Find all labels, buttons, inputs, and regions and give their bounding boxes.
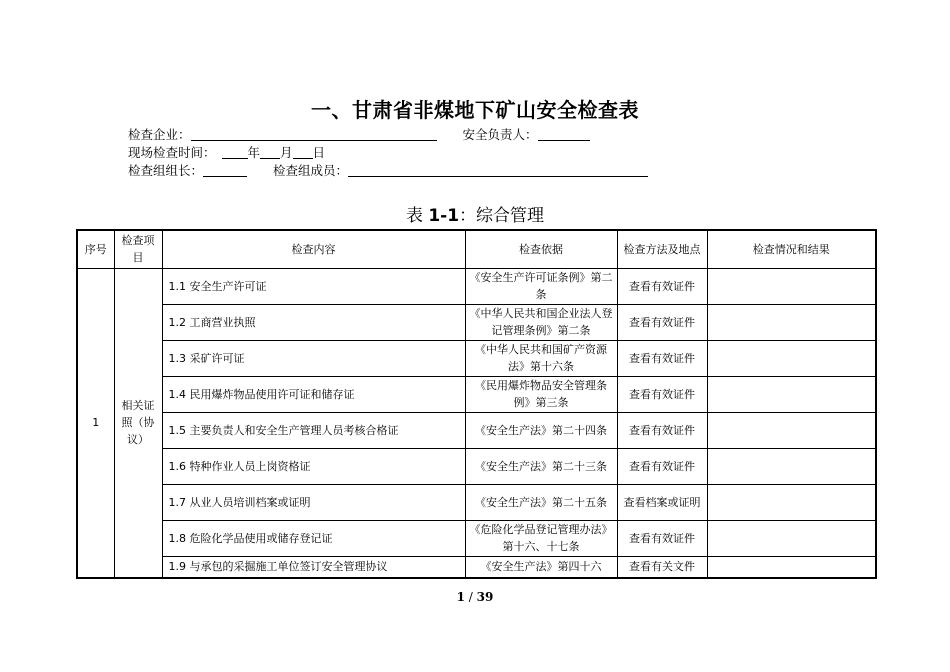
- row-basis: 《安全生产法》第四十六: [465, 556, 617, 578]
- row-result[interactable]: [707, 556, 876, 578]
- row-method: 查看有效证件: [617, 268, 707, 304]
- row-method: 查看有效证件: [617, 412, 707, 448]
- header-result: 检查情况和结果: [707, 230, 876, 268]
- table-row: [77, 340, 876, 376]
- table-row: [77, 304, 876, 340]
- row-method: 查看有关文件: [617, 556, 707, 578]
- row-basis: 《中华人民共和国矿产资源法》第十六条: [465, 340, 617, 376]
- page-separator: /: [464, 590, 477, 604]
- row-content: 1.8 危险化学品使用或储存登记证: [162, 520, 465, 556]
- group-item: 相关证照（协议）: [114, 268, 162, 578]
- row-basis: 《民用爆炸物品安全管理条例》第三条: [465, 376, 617, 412]
- row-content: 1.3 采矿许可证: [162, 340, 465, 376]
- table-row: [77, 268, 876, 304]
- group-no: 1: [77, 268, 114, 578]
- row-method: 查看档案或证明: [617, 484, 707, 520]
- row-content: 1.5 主要负责人和安全生产管理人员考核合格证: [162, 412, 465, 448]
- enterprise-blank[interactable]: [191, 127, 437, 141]
- row-basis: 《安全生产法》第二十三条: [465, 448, 617, 484]
- header-item: 检查项目: [114, 230, 162, 268]
- safety-head-label: 安全负责人：: [462, 127, 538, 142]
- inspection-table: [76, 229, 877, 579]
- header-method: 检查方法及地点: [617, 230, 707, 268]
- row-basis: 《安全生产法》第二十五条: [465, 484, 617, 520]
- info-line-1: [128, 125, 590, 143]
- table-row: [77, 520, 876, 556]
- row-result[interactable]: [707, 268, 876, 304]
- row-method: 查看有效证件: [617, 304, 707, 340]
- table-row: [77, 448, 876, 484]
- row-result[interactable]: [707, 304, 876, 340]
- leader-label: 检查组组长：: [128, 163, 204, 178]
- row-basis: 《安全生产许可证条例》第二条: [465, 268, 617, 304]
- row-result[interactable]: [707, 520, 876, 556]
- row-basis: 《危险化学品登记管理办法》第十六、十七条: [465, 520, 617, 556]
- enterprise-label: 检查企业：: [128, 127, 191, 142]
- members-blank[interactable]: [348, 163, 648, 177]
- row-result[interactable]: [707, 484, 876, 520]
- table-title-number: 1-1: [428, 206, 460, 226]
- year-label: 年: [247, 145, 261, 160]
- row-method: 查看有效证件: [617, 376, 707, 412]
- row-result[interactable]: [707, 376, 876, 412]
- page-total: 39: [476, 590, 494, 604]
- page-title: 一、甘肃省非煤地下矿山安全检查表: [311, 98, 639, 122]
- row-content: 1.1 安全生产许可证: [162, 268, 465, 304]
- members-label: 检查组成员：: [273, 163, 349, 178]
- header-content: 检查内容: [162, 230, 465, 268]
- row-content: 1.7 从业人员培训档案或证明: [162, 484, 465, 520]
- time-label: 现场检查时间：: [128, 145, 216, 160]
- row-content: 1.6 特种作业人员上岗资格证: [162, 448, 465, 484]
- month-blank[interactable]: [260, 145, 280, 159]
- row-method: 查看有效证件: [617, 340, 707, 376]
- info-line-3: [128, 161, 648, 179]
- row-content: 1.2 工商营业执照: [162, 304, 465, 340]
- table-title-prefix: 表: [405, 206, 429, 226]
- info-line-2: [128, 143, 325, 161]
- row-result[interactable]: [707, 340, 876, 376]
- header-no: 序号: [77, 230, 114, 268]
- row-result[interactable]: [707, 448, 876, 484]
- table-row: [77, 376, 876, 412]
- row-content: 1.4 民用爆炸物品使用许可证和储存证: [162, 376, 465, 412]
- leader-blank[interactable]: [203, 163, 247, 177]
- row-result[interactable]: [707, 412, 876, 448]
- table-header-row: [77, 230, 876, 268]
- row-method: 查看有效证件: [617, 448, 707, 484]
- page-number: 1: [456, 590, 465, 604]
- row-basis: 《安全生产法》第二十四条: [465, 412, 617, 448]
- day-label: 日: [312, 145, 326, 160]
- year-blank[interactable]: [222, 145, 248, 159]
- table-row: [77, 484, 876, 520]
- table-row: [77, 556, 876, 578]
- row-content: 1.9 与承包的采掘施工单位签订安全管理协议: [162, 556, 465, 578]
- header-basis: 检查依据: [465, 230, 617, 268]
- page-footer: [0, 590, 950, 604]
- safety-head-blank[interactable]: [538, 127, 590, 141]
- row-method: 查看有效证件: [617, 520, 707, 556]
- table-title-suffix: ：综合管理: [459, 206, 545, 226]
- table-row: [77, 412, 876, 448]
- table-title: [0, 201, 950, 226]
- row-basis: 《中华人民共和国企业法人登记管理条例》第二条: [465, 304, 617, 340]
- month-label: 月: [280, 145, 293, 160]
- day-blank[interactable]: [293, 145, 313, 159]
